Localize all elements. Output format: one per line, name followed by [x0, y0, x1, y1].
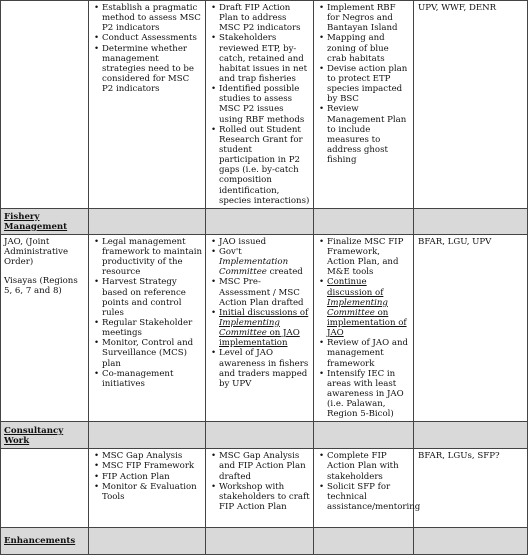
row-label-cell: [1, 449, 89, 528]
section-row: [1, 422, 528, 449]
list-item: • MSC Gap Analysis: [102, 451, 202, 461]
table-row: [1, 234, 528, 422]
accomplishments-cell: [206, 1, 314, 209]
section-label-cell: [1, 422, 89, 449]
list-item: • Stakeholders reviewed ETP, by-catch, retained and habitat issues in net and trap fisheries: [219, 33, 310, 84]
section-title: Fishery Management: [4, 211, 68, 232]
row-label-cell: [1, 1, 89, 209]
row-label-line: JAO, (Joint Administrative Order): [4, 236, 69, 268]
table-row: [1, 449, 528, 528]
list-item: • Level of JAO awareness in fishers and traders mapped by UPV: [219, 348, 310, 389]
list-item: • Complete FIP Action Plan with stakeholders: [327, 451, 410, 481]
section-label-cell: [1, 528, 89, 555]
next-steps-cell: [314, 234, 414, 422]
row-label-cell: [1, 234, 89, 422]
section-row: [1, 208, 528, 234]
list-item: • Harvest Strategy based on reference points and control rules: [102, 277, 202, 318]
row-label-line: Visayas (Regions 5, 6, 7 and 8): [4, 276, 78, 297]
section-title: Enhancements: [4, 536, 76, 547]
list-item: • Devise action plan to protect ETP species impacted by BSC: [327, 64, 410, 105]
partners-cell: BFAR, LGU, UPV: [414, 234, 528, 422]
list-item: • Intensify IEC in areas with least awareness in JAO (i.e. Palawan, Region 5-Bicol): [327, 369, 410, 420]
list-item: • MSC FIP Framework: [102, 461, 202, 471]
list-item: • Mapping and zoning of blue crab habitats: [327, 33, 410, 63]
section-label-cell: [1, 208, 89, 234]
list-item: • Finalize MSC FIP Framework, Action Plan, and M&E tools: [327, 237, 410, 278]
list-item: • Initial discussions of Implementing Committee on JAO implementation: [219, 308, 310, 349]
list-item: • Workshop with stakeholders to craft FIP Action Plan: [219, 482, 310, 512]
list-item: • Review Management Plan to include measures to address ghost fishing: [327, 104, 410, 165]
activities-cell: [89, 1, 206, 209]
list-item: • Gov't Implementation Committee created: [219, 247, 310, 277]
activities-cell: [89, 449, 206, 528]
partners-cell: UPV, WWF, DENR: [414, 1, 528, 209]
activities-cell: [89, 234, 206, 422]
section-row: [1, 528, 528, 555]
list-item: • Monitor, Control and Surveillance (MCS) plan: [102, 338, 202, 368]
list-item: • Draft FIP Action Plan to address MSC P2 indicators: [219, 3, 310, 33]
list-item: • Review of JAO and management framework: [327, 338, 410, 368]
list-item: • MSC Gap Analysis and FIP Action Plan drafted: [219, 451, 310, 481]
list-item: • Solicit SFP for technical assistance/mentoring: [327, 482, 410, 512]
list-item: • FIP Action Plan: [102, 472, 202, 482]
list-item: • JAO issued: [219, 237, 310, 247]
accomplishments-cell: [206, 449, 314, 528]
list-item: • Legal management framework to maintain productivity of the resource: [102, 237, 202, 278]
list-item: • Implement RBF for Negros and Bantayan Island: [327, 3, 410, 33]
list-item: • Rolled out Student Research Grant for student participation in P2 gaps (i.e. by-catch composition identification, species interactions): [219, 125, 310, 206]
section-title: Consultancy Work: [4, 426, 64, 447]
list-item: • Establish a pragmatic method to assess MSC P2 indicators: [102, 3, 202, 33]
next-steps-cell: [314, 449, 421, 528]
list-item: • Identified possible studies to assess MSC P2 issues using RBF methods: [219, 84, 310, 125]
list-item: • Determine whether management strategies need to be considered for MSC P2 indicators: [102, 44, 202, 95]
list-item: • MSC Pre-Assessment / MSC Action Plan drafted: [219, 277, 310, 307]
next-steps-cell: [314, 1, 414, 209]
list-item: • Co-management initiatives: [102, 369, 202, 389]
accomplishments-cell: [206, 234, 314, 422]
partners-cell: BFAR, LGUs, SFP?: [414, 449, 528, 528]
list-item: • Continue discussion of Implementing Committee on implementation of JAO: [327, 277, 410, 338]
list-item: • Regular Stakeholder meetings: [102, 318, 202, 338]
list-item: • Conduct Assessments: [102, 33, 202, 43]
table-row: [1, 1, 528, 209]
list-item: • Monitor & Evaluation Tools: [102, 482, 202, 502]
